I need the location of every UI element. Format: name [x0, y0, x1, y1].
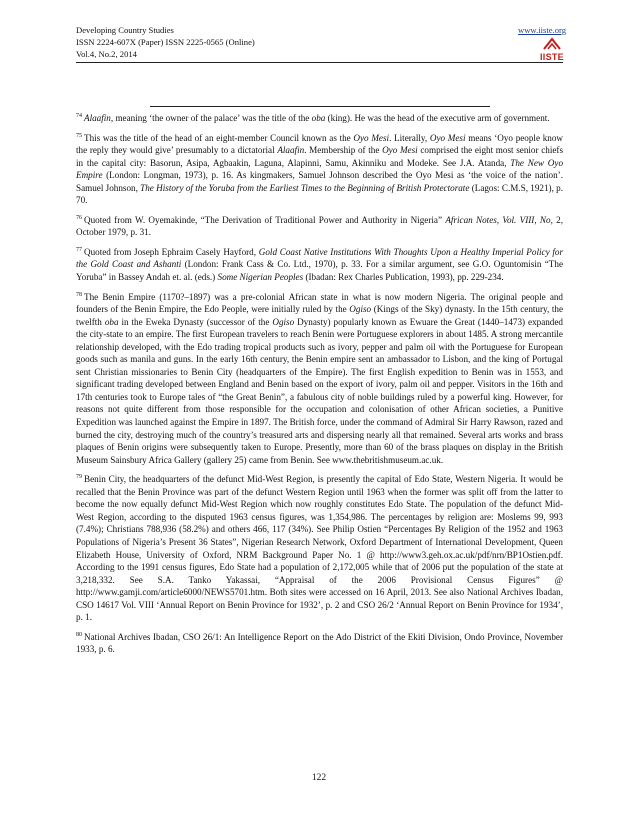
footnote-italic-text: Gold Coast Native Institutions With Thoughts Upon a Healthy Imperial Policy for the Gold Coast and Ashanti: [76, 246, 563, 270]
footnote-italic-text: Some Nigerian Peoples: [217, 272, 304, 283]
footnote-italic-text: Ogiso: [349, 304, 372, 315]
footnote-78: [76, 291, 563, 467]
footnote-text: (Lagos: C.M.S, 1921), p. 70.: [76, 182, 564, 206]
footnote-text: (London: Longman, 1973), p. 16. As kingmakers, Samuel Johnson described the Oyo Mesi as ‘the voice of the nation’. Samuel Johnson,: [76, 170, 563, 193]
footnote-text: . Membership of the: [304, 145, 383, 156]
footnote-number: 78: [76, 291, 82, 298]
footnote-text: 2, October 1979, p. 31.: [76, 214, 564, 238]
issn-line: ISSN 2224-607X (Paper) ISSN 2225-0565 (Online): [76, 37, 255, 47]
footnote-italic-text: The History of the Yoruba from the Earliest Times to the Beginning of British Protectorate: [140, 182, 470, 193]
footnote-italic-text: Ogiso: [272, 316, 295, 327]
footnote-text: Quoted from W. Oyemakinde, “The Derivation of Traditional Power and Authority in Nigeria”: [84, 214, 446, 225]
footnote-text: Benin City, the headquarters of the defunct Mid-West Region, is presently the capital of Edo State, Western Nigeria. It would be recalled that the Benin Province was part of the defunct Western Region until 1963 when the former was split off from the latter to become the now equally defunct Mid-West Region which now roughly constitutes Edo State. The population of the defunct Mid-West Region, according to the disputed 1963 census figures, was 1,354,986. The percentages by religion are: Moslems 99, 993 (7.4%); Christians 788,936 (58.2%) and others 466, 117 (34%). See Philip Ostien “Percentages By Religion of the 1952 and 1963 Populations of Nigeria’s Present 36 States”, Nigerian Research Network, Oxford Department of International Development, Queen Elizabeth House, University of Oxford, NRM Background Paper No. 1 @ http://www3.geh.ox.ac.uk/pdf/nrn/BP1Ostien.pdf. According to the 1991 census figures, Edo State had a population of 2,172,005 while that of 2006 put the population of the state at 3,218,332. See S.A. Tanko Yakassai, “Appraisal of the 2006 Provisional Census Figures” @ http://www.gamji.com/article6000/NEWS5701.htm. Both sites were accessed on 16 April, 2013. See also National Archives Ibadan, CSO 14617 Vol. VIII ‘Annual Report on Benin Province for 1932’, p. 2 and CSO 26/2 ‘Annual Report on Benin Province for 1934’, p. 1.: [76, 474, 563, 623]
footnote-number: 77: [76, 246, 82, 253]
footnotes-section: [76, 112, 563, 663]
footnote-italic-text: Alaafin: [84, 113, 111, 123]
footnote-text: , meaning ‘the owner of the palace’ was the title of the: [110, 113, 312, 123]
footnote-75: [76, 132, 563, 207]
footnote-text: Dynasty) popularly known as Ewuare the Great (1440–1473) expanded the city-state to an empire. The first European travelers to reach Benin were Portuguese explorers in about 1485. A strong mercantile relationship developed, with the Edo trading tropical products such as ivory, pepper and palm oil with the Portuguese for European goods such as manila and guns. In the early 16th century, the Benin empire sent an ambassador to Lisbon, and the king of Portugal sent Christian missionaries to Benin City (headquarters of the Empire). The first English expedition to Benin was in 1553, and significant trading developed between England and Benin based on the export of ivory, palm oil and pepper. Visitors in the 16th and 17th centuries took to Europe tales of “the Great Benin”, a fabulous city of noble buildings ruled by a powerful king. However, for reasons not quite different from those responsible for the occupation and colonisation of other African societies, a Punitive Expedition was launched against the Empire in 1897. The British force, under the command of Admiral Sir Harry Rawson, razed and burned the city, destroying much of the country’s treasured arts and dispersing nearly all that remained. Several arts works and brass plaques of Benin origins were subsequently taken to Europe. Presently, more than 60 of the brass plaques on display in the British Museum Sainsbury Africa Gallery (gallery 25) came from Benin. See www.thebritishmuseum.ac.uk.: [76, 316, 563, 465]
journal-website-link[interactable]: www.iiste.org: [518, 25, 566, 35]
footnote-79: [76, 473, 563, 624]
footnote-76: [76, 214, 563, 239]
footnote-text: This was the title of the head of an eight-member Council known as the: [84, 132, 354, 143]
logo-text: IISTE: [539, 52, 564, 62]
journal-title: Developing Country Studies: [76, 25, 174, 35]
footnote-number: 74: [76, 112, 82, 119]
footnote-text: National Archives Ibadan, CSO 26/1: An Intelligence Report on the Ado District of the Ekiti Division, Ondo Province, November 1933, p. 6.: [76, 631, 563, 655]
page-number: 122: [311, 773, 327, 783]
footnote-text: comprised the eight most senior chiefs in the capital city: Basorun, Asipa, Agbaakin, Laguna, Alapinni, Samu, Akinniku and Modeke. See J.A. Atanda,: [76, 145, 563, 168]
footnote-text: The Benin Empire (1170?–1897) was a pre-colonial African state in what is now modern Nigeria. The original people and founders of the Benin Empire, the Edo People, were initially ruled by the: [76, 291, 563, 315]
footnote-italic-text: Alaafin: [277, 145, 305, 156]
footnote-italic-text: Oyo Mesi: [429, 132, 466, 143]
footnote-number: 75: [76, 132, 82, 139]
footnote-italic-text: African Notes, Vol. VIII, No,: [445, 214, 553, 225]
footnote-italic-text: oba: [311, 113, 326, 123]
logo-mark-icon: [542, 37, 562, 51]
footnote-number: 76: [76, 214, 82, 221]
footnote-74: [76, 112, 563, 125]
footnote-separator: [150, 106, 490, 107]
volume-line: Vol.4, No.2, 2014: [76, 49, 137, 59]
footnote-text: . Literally,: [389, 132, 430, 143]
footnote-77: [76, 246, 563, 284]
footnote-text: Quoted from Joseph Ephraim Casely Hayford,: [84, 246, 259, 257]
footnote-italic-text: Oyo Mesi: [382, 145, 418, 156]
footnote-italic-text: oba: [104, 316, 119, 327]
footnote-text: in the Eweka Dynasty (successor of the: [118, 316, 273, 327]
footnote-text: means ‘Oyo people know the reply they would give’ presumably to a dictatorial: [76, 132, 564, 156]
footnote-text: (king). He was the head of the executive arm of government.: [325, 113, 550, 123]
footnote-italic-text: Oyo Mesi: [353, 132, 390, 143]
footnote-number: 80: [76, 631, 82, 638]
footnote-italic-text: The New Oyo Empire: [76, 157, 564, 181]
footnote-80: [76, 631, 563, 656]
footnote-number: 79: [76, 474, 82, 481]
header-rule: [76, 62, 563, 63]
footnote-text: (Kings of the Sky) dynasty. In the 15th century, the twelfth: [76, 304, 564, 327]
running-header: [76, 24, 566, 60]
footnote-text: (London: Frank Cass & Co. Ltd., 1970), p. 33. For a similar argument, see G.O. Oguntomisin “The Yoruba” in Bassey Andah et. al. (eds.): [76, 259, 563, 283]
footnote-text: (Ibadan: Rex Charles Publication, 1993), pp. 229-234.: [303, 272, 504, 283]
iiste-logo: [538, 37, 566, 63]
